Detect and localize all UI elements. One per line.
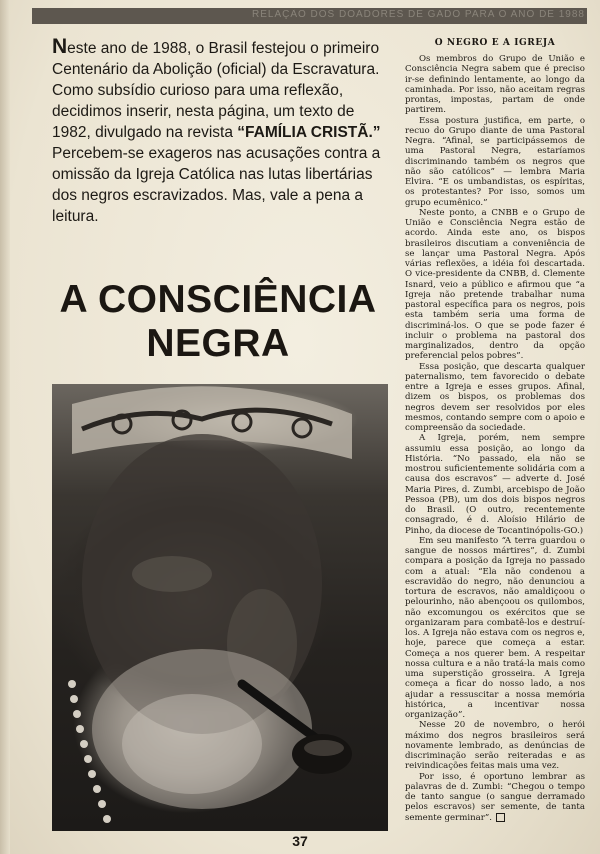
article-paragraph: Em seu manifesto “A terra guardou o sangue de nossos mártires”, d. Zumbi compara a posição da Igreja no passado com a atual: “Ela não condenou a escravidão do negro, não denunciou a tortura de escravos, não amaldiçoou o pelourinho, não abençoou os quilombos, não excomungou os exércitos que se organizaram para combatê-los e destruí-los. A Igreja não estava com os negros e, hoje, parece que começa a estar. Começa a nos querer bem. A respeitar nossa cultura e a não tratá-la mais como uma superstição grosseira. A Igreja começa a ficar do nosso lado, a nos ajudar a ressuscitar a nossa memória histórica, a incentivar nossa organização”. xyxy=(405,535,585,720)
article-body-column xyxy=(405,54,585,823)
intro-drop-letter: N xyxy=(52,35,68,58)
page-number: 37 xyxy=(292,833,308,849)
article-paragraph xyxy=(405,772,585,823)
article-paragraph: Os membros do Grupo de União e Consciência Negra sabem que é preciso ir-se definindo lentamente, ao longo da caminhada. Por isso, não aceitam regras prontas, impostas, partam de onde partirem. xyxy=(405,54,585,116)
article-paragraph: Neste ponto, a CNBB e o Grupo de União e Consciência Negra estão de acordo. Ainda este ano, os bispos brasileiros discutiam a conveniência de se lançar uma Pastoral Negra. Após várias reflexões, a idéia foi descartada. O vice-presidente da CNBB, d. Clemente Isnard, veio a público e afirmou que “a Igreja não pretende trabalhar numa pastoral específica para os negros, pois esta também seria uma forma de discriminá-los. O que se pode fazer é incluir o problema na pastoral dos marginalizados, dentro da opção preferencial pelos pobres”. xyxy=(405,207,585,362)
headline-line-1: A CONSCIÊNCIA xyxy=(59,278,377,321)
article-paragraph: Essa posição, que descarta qualquer paternalismo, tem favorecido o debate entre a Igreja e esses grupos. Afinal, dizem os bispos, os problemas dos negros devem ser resolvidos por eles mesmos, contando sempre com o apoio e compreensão da sociedade. xyxy=(405,361,585,433)
article-paragraph: A Igreja, porém, nem sempre assumiu essa posição, ao longo da História. “No passado, ela não se mostrou suficientemente solidária com a causa dos escravos” — adverte d. José Maria Pires, d. Zumbi, arcebispo de João Pessoa (PB), um dos dois bispos negros do Brasil. (O outro, recentemente consagrado, é d. Aloísio Hilário de Pinho, da diocese de Tocantinópolis-GO.) xyxy=(405,433,585,536)
article-last-paragraph-text: Por isso, é oportuno lembrar as palavras de d. Zumbi: “Chegou o tempo de tanto sangue (o sangue derramado pelos escravos) ser semente, de tanta semente germinar”. xyxy=(405,771,585,823)
article-paragraph: Essa postura justifica, em parte, o recuo do Grupo diante de uma Pastoral Negra. “Afinal, se participássemos de uma Pastoral Negra, estaríamos discriminando também os negros que não são católicos” — lembra Maria Elvira. “E os umbandistas, os espíritas, os protestantes? Por isso, somos um grupo ecumênico.” xyxy=(405,115,585,208)
article-section-title: O NEGRO E A IGREJA xyxy=(434,38,556,48)
header-strip-text: RELAÇÃO DOS DOADORES DE GADO PARA O ANO DE 1988 xyxy=(251,9,585,20)
end-of-article-mark xyxy=(496,813,505,822)
intro-text-b: Percebem-se exageros nas acusações contra a omissão da Igreja Católica nas lutas libertárias dos negros escravizados. Mas, vale a pena a leitura. xyxy=(52,145,381,225)
article-headline xyxy=(38,278,398,366)
intro-text-a: este ano de 1988, o Brasil festejou o primeiro Centenário da Abolição (oficial) da Escravatura. Como subsídio curioso para uma reflexão, decidimos inserir, nesta página, um texto de 1982, divulgado na revista xyxy=(52,40,380,141)
page-edge-shadow xyxy=(0,0,10,854)
headline-line-2: NEGRA xyxy=(146,322,290,365)
elderly-man-with-pipe-photo xyxy=(52,384,388,831)
photo-illustration xyxy=(52,384,388,831)
article-paragraph: Nesse 20 de novembro, o herói máximo dos negros brasileiros será novamente lembrado, as denúncias de discriminação serão reiteradas e as reivindicações feitas mais uma vez. xyxy=(405,720,585,772)
intro-magazine-name: “FAMÍLIA CRISTÃ.” xyxy=(237,124,381,141)
intro-paragraph xyxy=(52,36,387,227)
